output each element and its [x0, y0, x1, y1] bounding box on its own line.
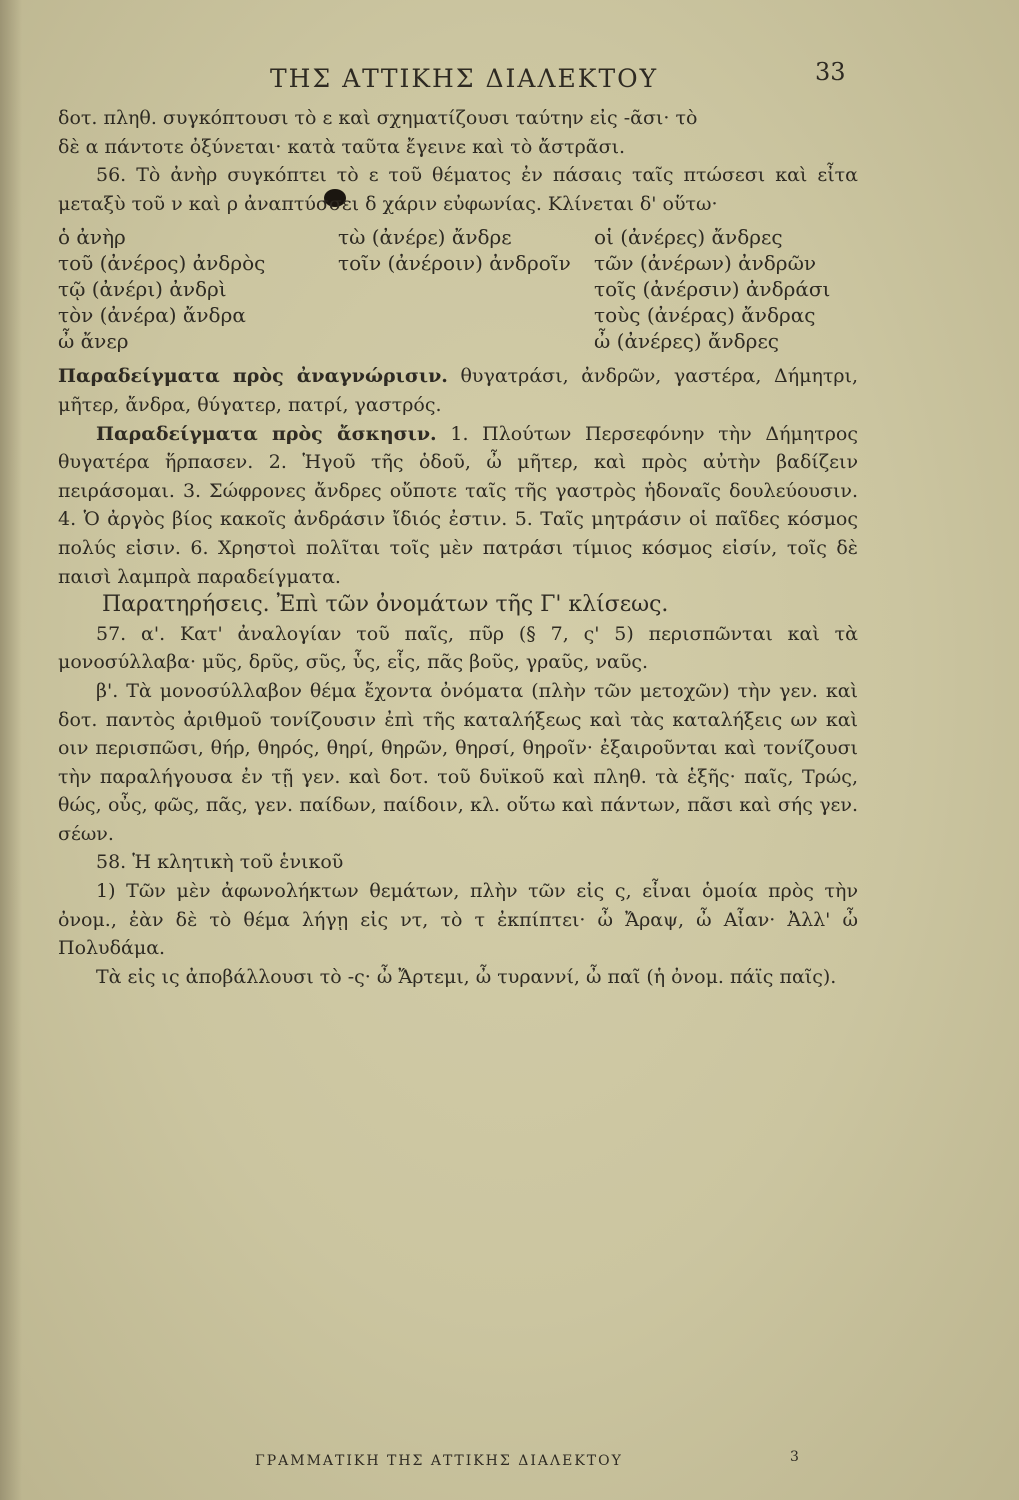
singular-nominative: ὁ ἀνὴρ: [58, 225, 126, 250]
practice-paragraph: [58, 420, 858, 592]
page-body: [58, 104, 858, 991]
page-number: 33: [815, 58, 846, 86]
singular-dative: τῷ (ἀνέρι) ἀνδρὶ: [58, 277, 227, 302]
plural-vocative: ὦ (ἀνέρες) ἄνδρες: [594, 329, 779, 354]
section-58-title: 58. Ἡ κλητικὴ τοῦ ἑνικοῦ: [96, 851, 344, 874]
plural-column: [594, 224, 858, 354]
practice-heading: Παραδείγματα πρὸς ἄσκησιν.: [96, 422, 437, 445]
section-58-p1: 1) Τῶν μὲν ἀφωνολήκτων θεμάτων, πλὴν τῶν εἰς ς, εἶναι ὁμοία πρὸς τὴν ὀνομ., ἐὰν δὲ τὸ θέμα λήγῃ εἰς ντ, τὸ τ ἐκπίπτει· ὦ Ἄραψ, ὦ Αἶαν· Ἀλλ' ὦ Πολυδάμα.: [58, 880, 858, 960]
plural-dative: τοῖς (ἀνέρσιν) ἀνδράσι: [594, 277, 831, 302]
recognition-heading: Παραδείγματα πρὸς ἀναγνώρισιν.: [58, 365, 448, 388]
footer-signature: 3: [790, 1449, 799, 1465]
dual-genitive: τοῖν (ἀνέροιν) ἀνδροῖν: [338, 251, 571, 276]
observations-title: Παρατηρήσεις. Ἐπὶ τῶν ὀνομάτων τῆς Γ' κλίσεως.: [102, 592, 669, 618]
dual-column: [338, 224, 594, 354]
dual-nominative: τὼ (ἀνέρε) ἄνδρε: [338, 225, 512, 250]
footer-book-title: ΓΡΑΜΜΑΤΙΚΗ ΤΗΣ ΑΤΤΙΚΗΣ ΔΙΑΛΕΚΤΟΥ: [255, 1453, 623, 1469]
section-56: 56. Τὸ ἀνὴρ συγκόπτει τὸ ε τοῦ θέματος ἐν πάσαις ταῖς πτώσεσι καὶ εἶτα μεταξὺ τοῦ ν καὶ ρ ἀναπτύσσει δ χάριν εὐφωνίας. Κλίνεται δ' οὕτω·: [58, 164, 858, 215]
intro-line-1: δοτ. πληθ. συγκόπτουσι τὸ ε καὶ σχηματίζουσι ταύτην εἰς -ᾶσι· τὸ: [58, 107, 698, 129]
singular-vocative: ὦ ἄνερ: [58, 329, 129, 354]
singular-genitive: τοῦ (ἀνέρος) ἀνδρὸς: [58, 251, 266, 276]
recognition-text: θυγατράσι, ἀνδρῶν, γαστέρα, Δήμητρι, μῆτερ, ἄνδρα, θύγατερ, πατρί, γαστρός.: [58, 365, 858, 416]
plural-nominative: οἱ (ἀνέρες) ἄνδρες: [594, 225, 783, 250]
running-title: ΤΗΣ ΑΤΤΙΚΗΣ ΔΙΑΛΕΚΤΟΥ: [270, 64, 659, 93]
page-header: [0, 58, 1019, 98]
page-edge-shadow: [0, 0, 22, 1500]
intro-line-2: δὲ α πάντοτε ὀξύνεται· κατὰ ταῦτα ἔγεινε καὶ τὸ ἄστρᾶσι.: [58, 135, 626, 158]
plural-accusative: τοὺς (ἀνέρας) ἄνδρας: [594, 303, 816, 328]
plural-genitive: τῶν (ἀνέρων) ἀνδρῶν: [594, 251, 817, 276]
practice-text: 1. Πλούτων Περσεφόνην τὴν Δήμητρος θυγατέρα ἥρπασεν. 2. Ἡγοῦ τῆς ὁδοῦ, ὦ μῆτερ, καὶ πρὸς αὐτὴν βαδίζειν πειράσομαι. 3. Σώφρονες ἄνδρες οὔποτε ταῖς τῆς γαστρὸς ἡδοναῖς δουλεύουσιν. 4. Ὁ ἀργὸς βίος κακοῖς ἀνδράσιν ἴδιός ἐστιν. 5. Ταῖς μητράσιν οἱ παῖδες κόσμος πολύς εἰσιν. 6. Χρηστοὶ πολῖται τοῖς μὲν πατράσι τίμιος κόσμος εἰσίν, τοῖς δὲ παισὶ λαμπρὰ παραδείγματα.: [58, 422, 858, 588]
section-57-alpha: 57. α'. Κατ' ἀναλογίαν τοῦ παῖς, πῦρ (§ 7, ς' 5) περισπῶνται καὶ τὰ μονοσύλλαβα· μῦς, δρῦς, σῦς, ὗς, εἷς, πᾶς βοῦς, γραῦς, ναῦς.: [58, 622, 858, 674]
singular-column: [58, 224, 338, 354]
recognition-paragraph: [58, 362, 858, 419]
section-58-p2: Τὰ εἰς ις ἀποβάλλουσι τὸ -ς· ὦ Ἄρτεμι, ὦ τυραννί, ὦ παῖ (ἡ ὀνομ. πάϊς παῖς).: [96, 965, 837, 988]
section-57-beta: β'. Τὰ μονοσύλλαβον θέμα ἔχοντα ὀνόματα (πλὴν τῶν μετοχῶν) τὴν γεν. καὶ δοτ. παντὸς ἀριθμοῦ τονίζουσιν ἐπὶ τῆς καταλήξεως καὶ τὰς καταλήξεις ων καὶ οιν περισπῶσι, θήρ, θηρός, θηρί, θηρῶν, θηρσί, θηροῖν· ἐξαιροῦνται καὶ τονίζουσι τὴν παραλήγουσα ἐν τῇ γεν. καὶ δοτ. τοῦ δυϊκοῦ καὶ πληθ. τὰ ἑξῆς· παῖς, Τρώς, θώς, οὖς, φῶς, πᾶς, γεν. παίδων, παίδοιν, κλ. οὕτω καὶ πάντων, πᾶσι καὶ σής γεν. σέων.: [58, 679, 858, 845]
declension-table: [58, 224, 858, 354]
singular-accusative: τὸν (ἀνέρα) ἄνδρα: [58, 303, 246, 328]
